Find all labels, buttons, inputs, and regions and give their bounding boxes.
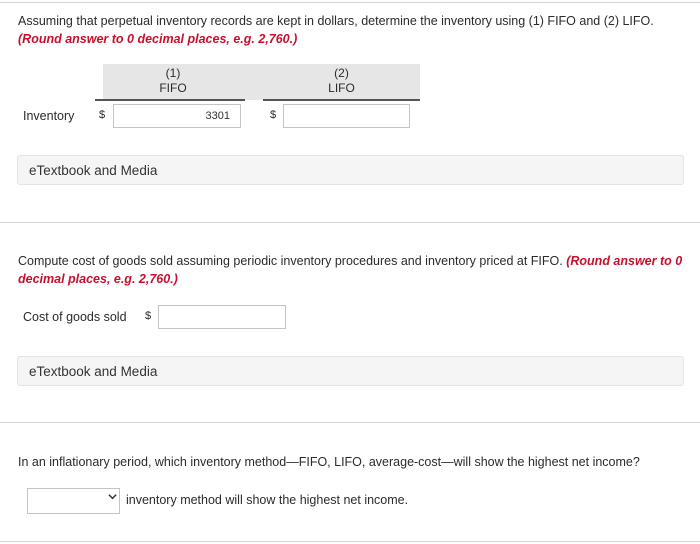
question-1-rounding-note: (Round answer to 0 decimal places, e.g. 2,760.) <box>18 32 298 46</box>
question-2-prompt: Compute cost of goods sold assuming periodic inventory procedures and inventory priced at FIFO. <box>18 254 563 268</box>
bottom-divider <box>0 541 700 542</box>
question-2-text <box>18 252 683 288</box>
fifo-inventory-input[interactable]: 3301 <box>113 104 241 128</box>
lifo-column-underline <box>263 99 420 101</box>
question-3-prompt: In an inflationary period, which inventory method—FIFO, LIFO, average-cost—will show the highest net income? <box>18 455 640 469</box>
etextbook-media-link-1[interactable]: eTextbook and Media <box>17 155 684 185</box>
cost-of-goods-sold-input[interactable] <box>158 305 286 329</box>
question-1-prompt: Assuming that perpetual inventory records are kept in dollars, determine the inventory using (1) FIFO and (2) LIFO. <box>18 14 654 28</box>
section-divider-1 <box>0 222 700 223</box>
fifo-column-name: FIFO <box>159 81 187 95</box>
question-3-text <box>18 453 683 471</box>
inventory-method-select[interactable] <box>27 488 120 514</box>
fifo-currency-symbol: $ <box>99 109 106 121</box>
question-1-text <box>18 12 683 48</box>
top-divider <box>0 2 700 3</box>
cogs-currency-symbol: $ <box>145 310 152 322</box>
lifo-column-number: (2) <box>334 66 349 80</box>
inventory-method-suffix: inventory method will show the highest net income. <box>126 493 409 507</box>
fifo-column-underline <box>95 99 245 101</box>
lifo-currency-symbol: $ <box>270 109 277 121</box>
etextbook-media-link-2[interactable]: eTextbook and Media <box>17 356 684 386</box>
section-divider-2 <box>0 422 700 423</box>
lifo-column-name: LIFO <box>328 81 355 95</box>
fifo-column-number: (1) <box>165 66 181 80</box>
cost-of-goods-sold-label: Cost of goods sold <box>23 310 127 324</box>
inventory-label: Inventory <box>23 109 75 123</box>
fifo-column-header <box>103 66 243 96</box>
chevron-down-icon <box>108 492 117 504</box>
lifo-inventory-input[interactable] <box>283 104 410 128</box>
question-2-rounding-note: (Round answer to 0 decimal places, e.g. 2,760.) <box>18 254 683 286</box>
lifo-column-header <box>270 66 413 96</box>
